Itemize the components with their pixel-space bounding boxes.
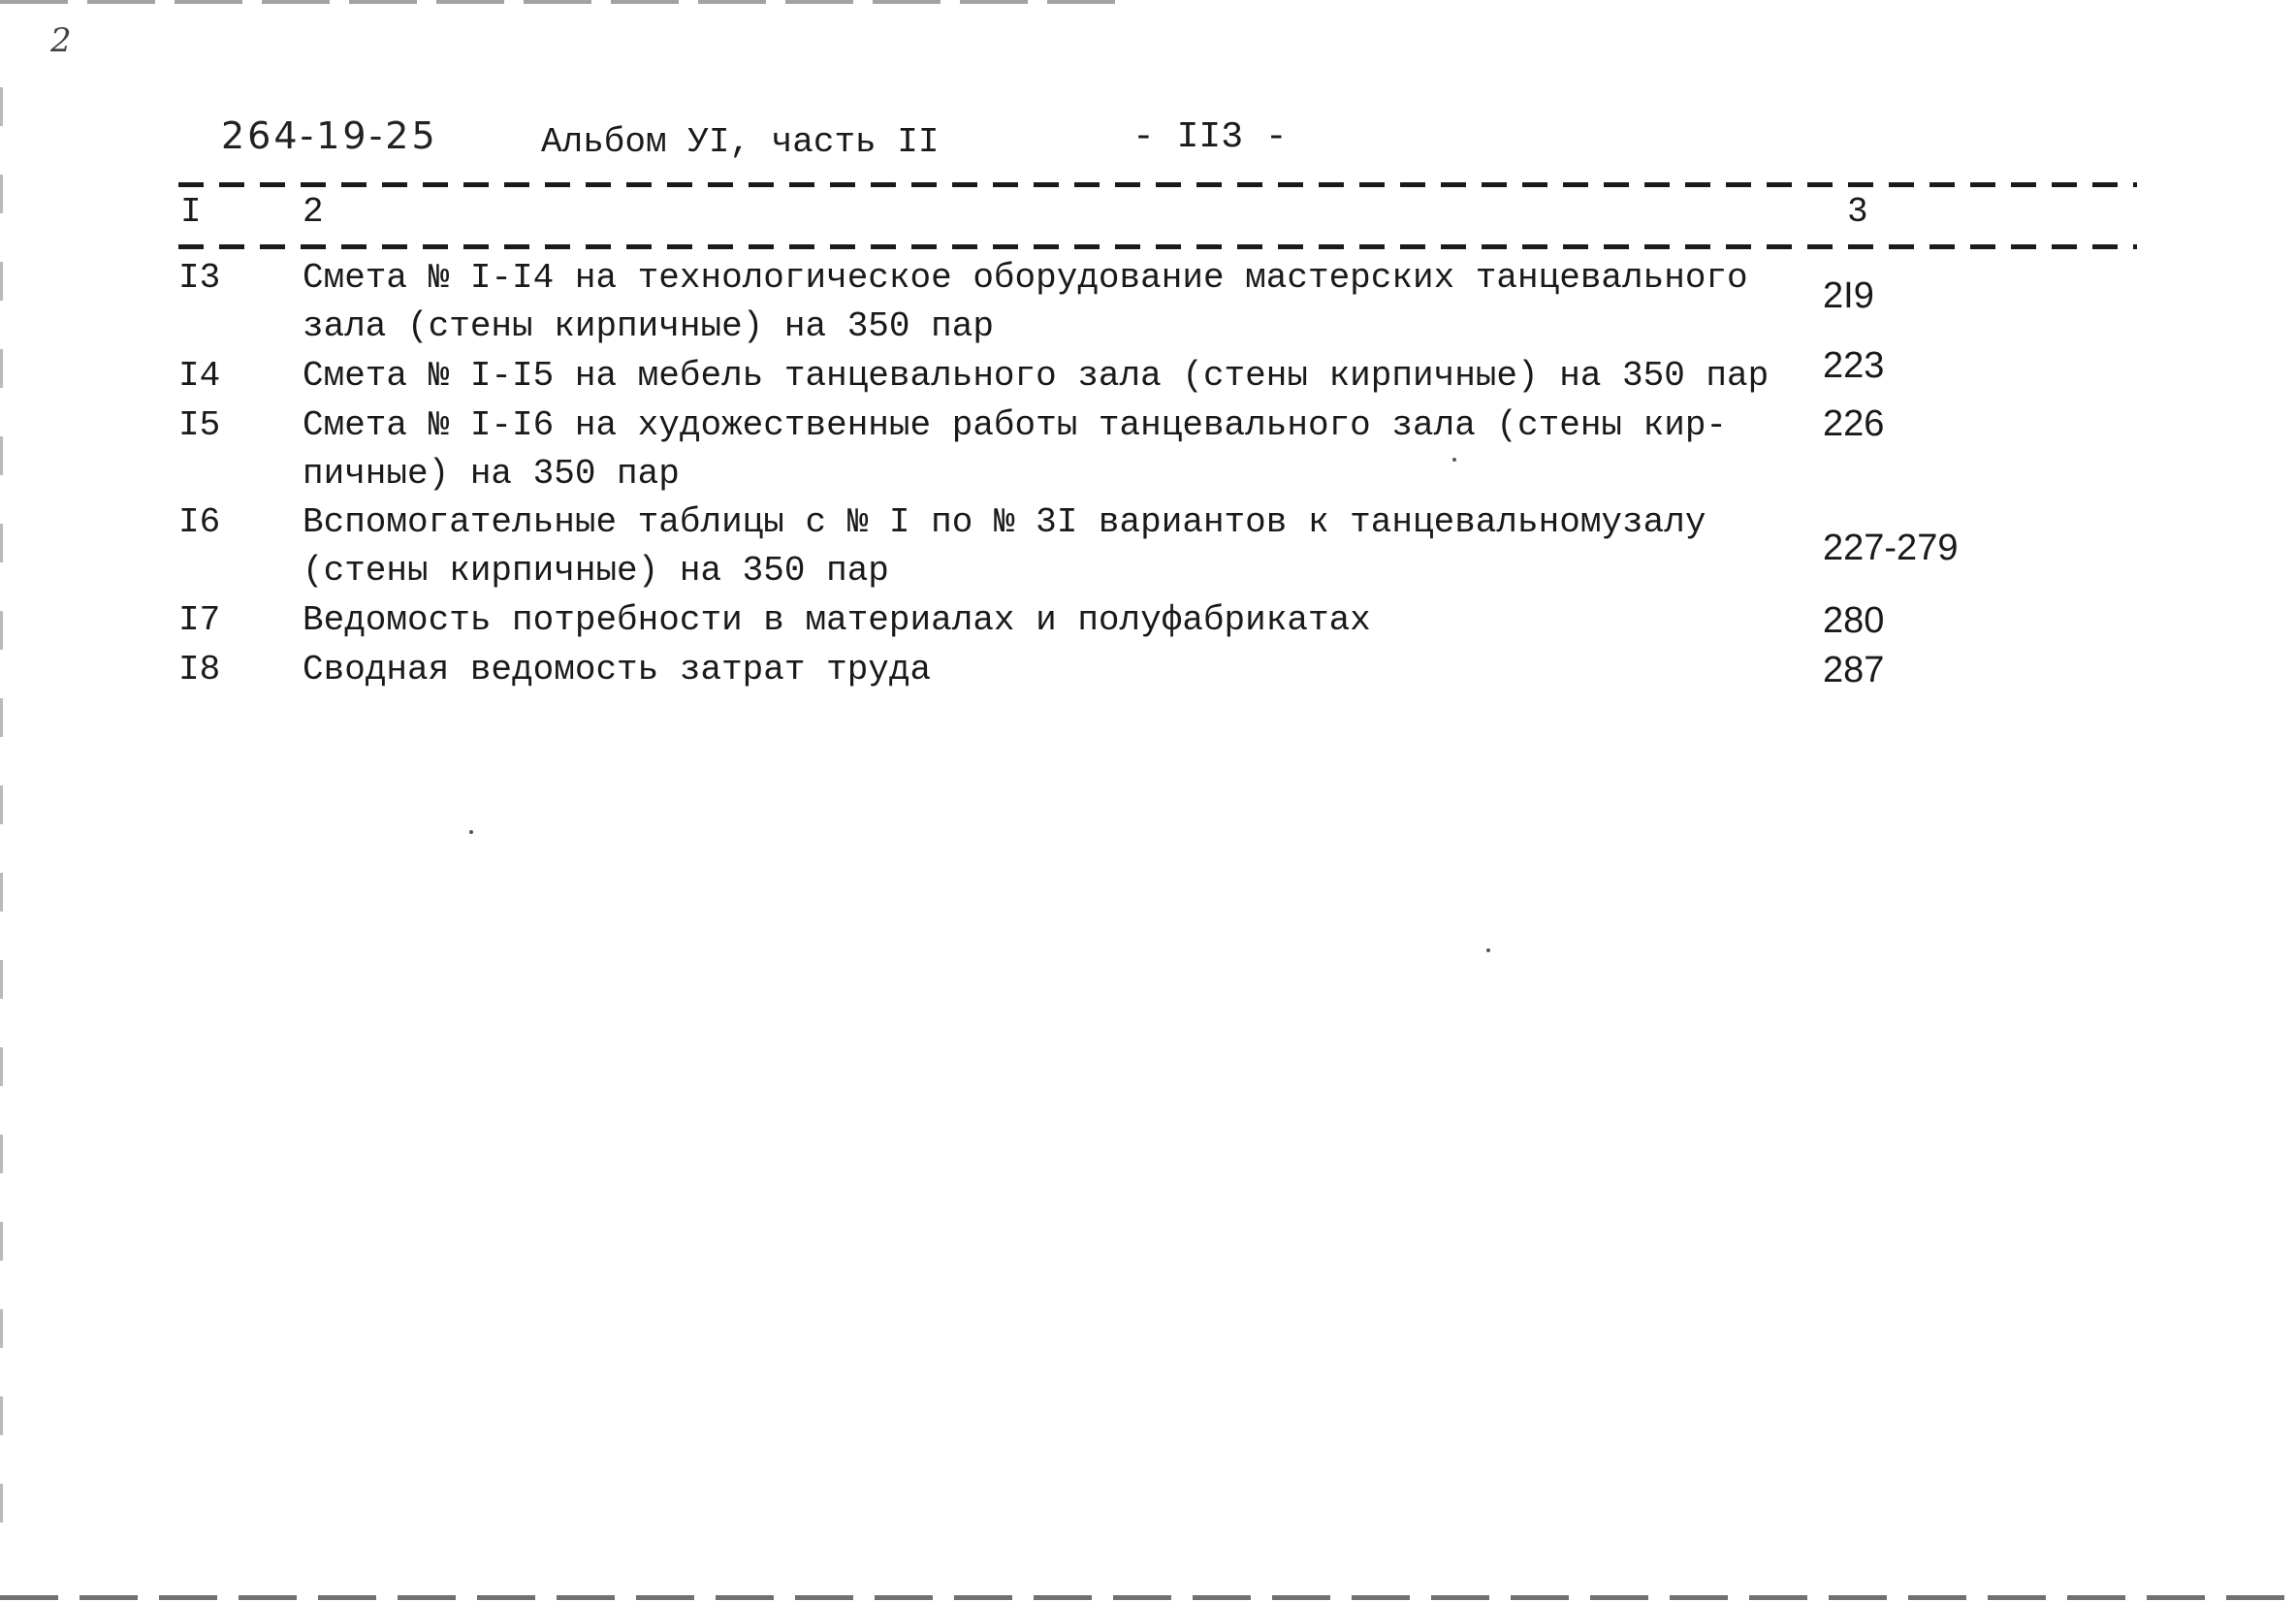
album-title: Альбом УI, часть II xyxy=(541,122,940,162)
row-description-line: Смета № I-I4 на технологическое оборудование мастерских танцевального xyxy=(303,258,1748,298)
row-page: 227-279 xyxy=(1823,528,1959,568)
row-description-line: Ведомость потребности в материалах и полуфабрикатах xyxy=(303,600,1371,640)
column-header-page: 3 xyxy=(1847,192,1868,232)
row-description-line: Смета № I-I5 на мебель танцевального зала (стены кирпичные) на 350 пар xyxy=(303,356,1770,396)
scan-speck xyxy=(469,830,473,834)
document-code: 264-19-25 xyxy=(221,114,438,157)
row-page: 280 xyxy=(1823,600,1885,641)
column-header-title: 2 xyxy=(303,192,324,232)
row-page: 2I9 xyxy=(1823,275,1874,316)
row-number: I6 xyxy=(178,502,221,542)
row-number: I4 xyxy=(178,356,221,396)
row-number: I8 xyxy=(178,650,221,689)
scan-edge-bottom xyxy=(0,1595,2296,1600)
row-description-line: зала (стены кирпичные) на 350 пар xyxy=(303,306,994,346)
row-description-line: Смета № I-I6 на художественные работы танцевального зала (стены кир- xyxy=(303,405,1728,445)
row-description-line: Вспомогательные таблицы с № I по № 3I вариантов к танцевальномузалу xyxy=(303,502,1706,542)
corner-handwritten-mark: 2 xyxy=(50,21,72,60)
scan-edge-top xyxy=(0,0,1125,4)
row-page: 223 xyxy=(1823,345,1885,386)
row-description-line: (стены кирпичные) на 350 пар xyxy=(303,551,889,591)
column-header-number: I xyxy=(180,192,202,232)
row-number: I5 xyxy=(178,405,221,445)
header-rule-top xyxy=(178,182,2137,187)
scan-speck xyxy=(1452,458,1456,462)
row-number: I7 xyxy=(178,600,221,640)
header-rule-bottom xyxy=(178,244,2137,249)
row-number: I3 xyxy=(178,258,221,298)
row-description-line: пичные) на 350 пар xyxy=(303,454,680,494)
page-number: - II3 - xyxy=(1132,116,1288,158)
scan-speck xyxy=(1486,948,1490,952)
row-page: 226 xyxy=(1823,403,1885,444)
row-description-line: Сводная ведомость затрат труда xyxy=(303,650,932,689)
scan-edge-left xyxy=(0,87,3,1542)
row-page: 287 xyxy=(1823,650,1885,690)
